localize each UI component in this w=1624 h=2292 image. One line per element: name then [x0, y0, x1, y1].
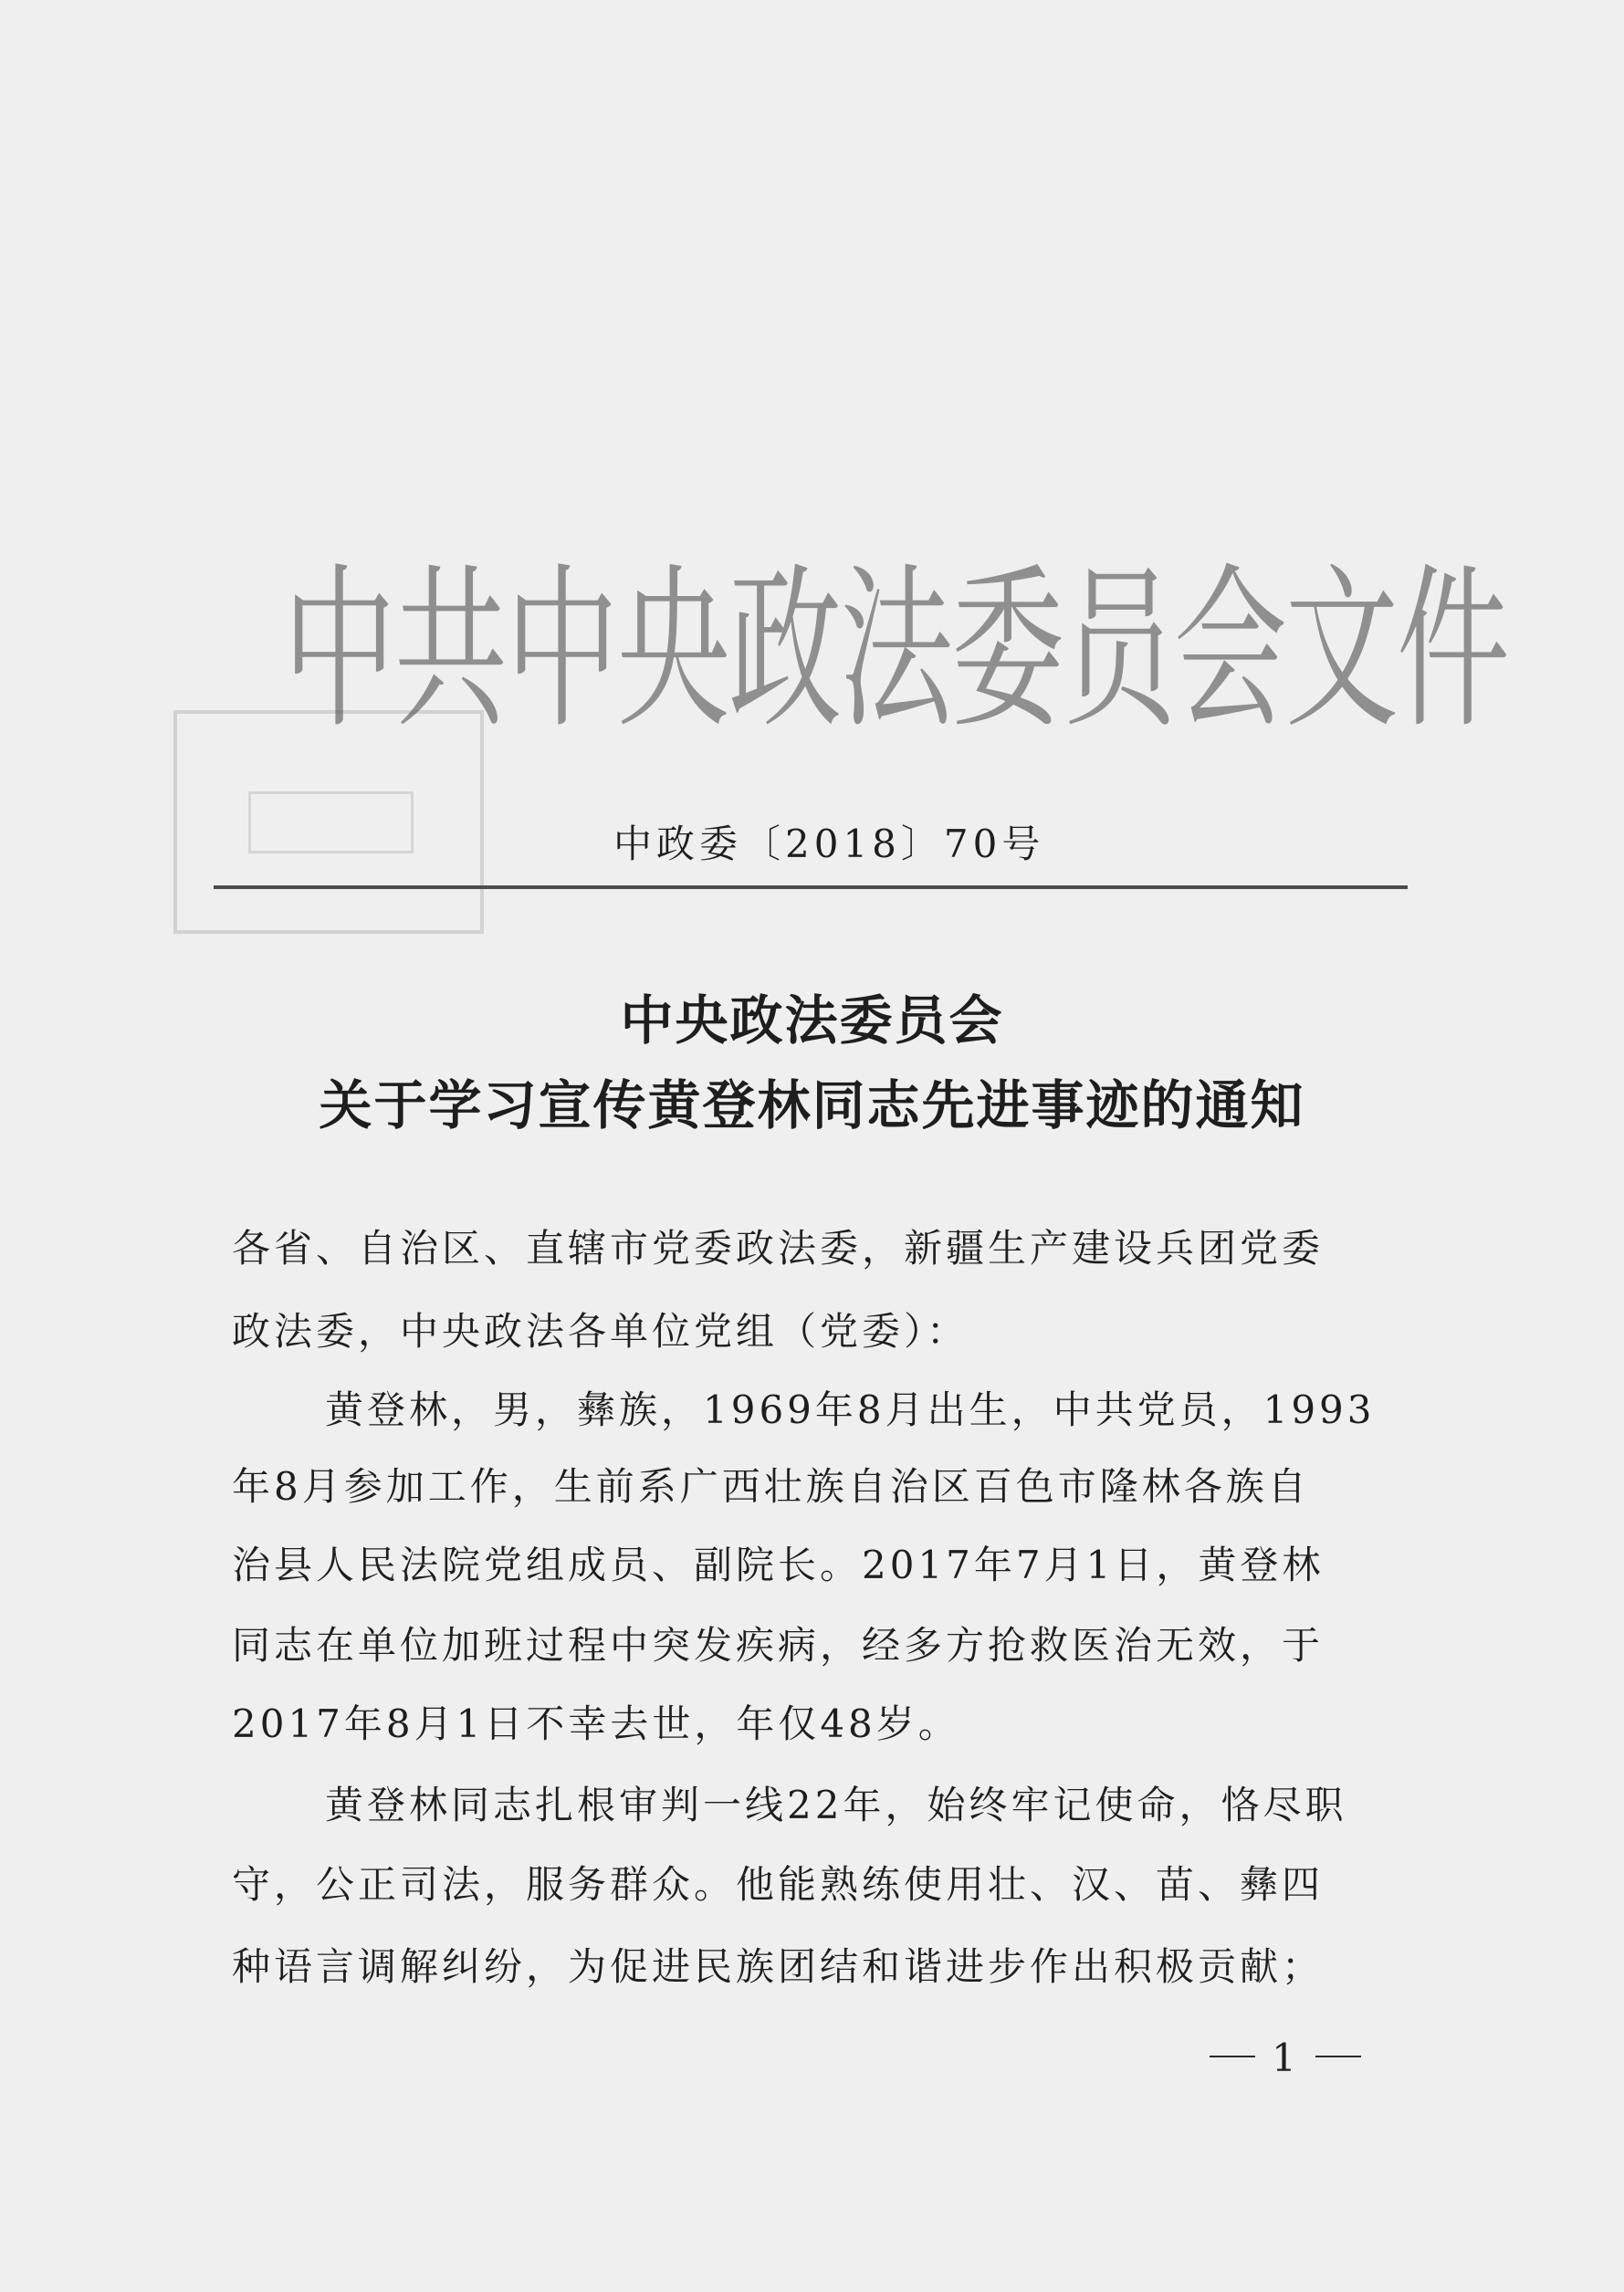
page-number: 1	[1210, 2036, 1361, 2080]
body-line: 政法委，中央政法各单位党组（党委）：	[232, 1309, 969, 1354]
body-line: 黄登林同志扎根审判一线22年，始终牢记使命，恪尽职	[325, 1783, 1347, 1827]
notice-title-line-2: 关于学习宣传黄登林同志先进事迹的通知	[319, 1074, 1305, 1136]
body-line: 守，公正司法，服务群众。他能熟练使用壮、汉、苗、彝四	[232, 1862, 1325, 1907]
body-line: 同志在单位加班过程中突发疾病，经多方抢救医治无效，于	[232, 1623, 1325, 1668]
body-line: 2017年8月1日不幸去世，年仅48岁。	[232, 1701, 960, 1746]
red-header-title: 中共中央政法委员会文件	[283, 549, 1509, 753]
document-number: 中政委〔2018〕70号	[613, 822, 1045, 866]
body-line: 年8月参加工作，生前系广西壮族自治区百色市隆林各族自	[232, 1464, 1310, 1509]
body-line: 各省、自治区、直辖市党委政法委，新疆生产建设兵团党委	[232, 1226, 1325, 1271]
receipt-stamp	[173, 710, 484, 934]
stamp-number-box	[248, 791, 414, 853]
body-line: 黄登林，男，彝族，1969年8月出生，中共党员，1993	[325, 1387, 1376, 1432]
notice-title-line-1: 中央政法委员会	[620, 989, 1004, 1052]
header-separator	[214, 885, 1408, 889]
body-line: 种语言调解纠纷，为促进民族团结和谐进步作出积极贡献；	[232, 1944, 1325, 1989]
body-line: 治县人民法院党组成员、副院长。2017年7月1日，黄登林	[232, 1543, 1325, 1587]
